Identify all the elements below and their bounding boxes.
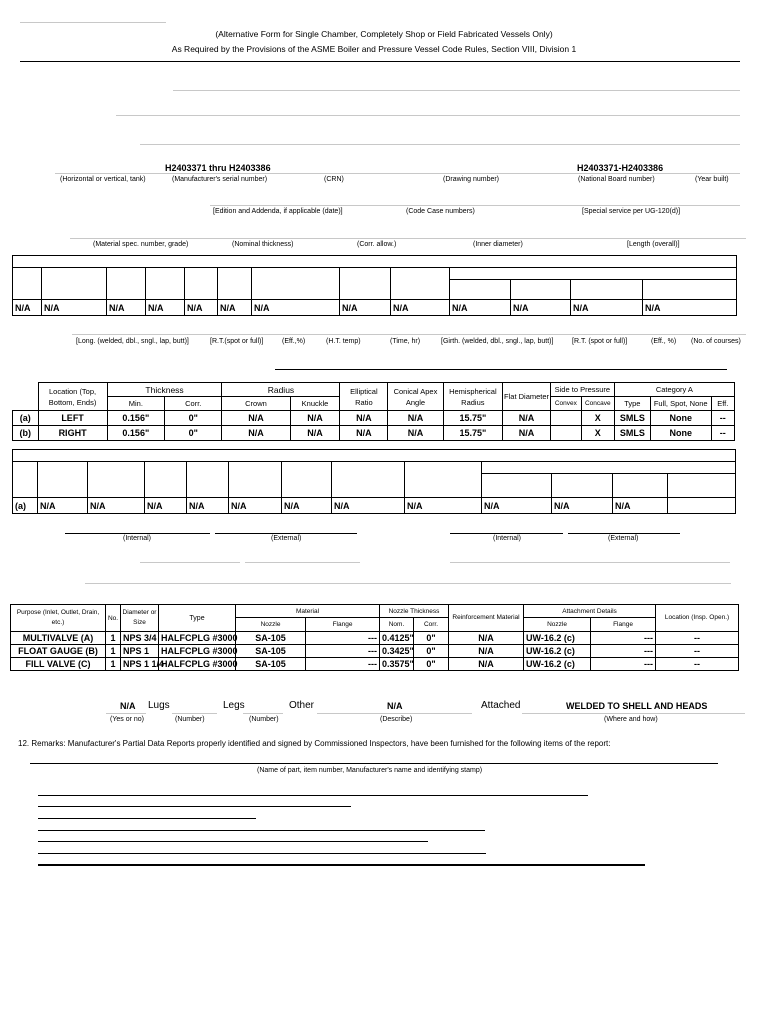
nozzle-no: 1 (106, 632, 121, 645)
shell-values-row (13, 300, 737, 316)
head-convex (550, 426, 581, 441)
jacket-cell: N/A (282, 498, 332, 514)
nozzles-header-location: Location (Insp. Open.) (656, 605, 739, 632)
nozzle-attach-flange: --- (591, 632, 656, 645)
jacket-cell: N/A (552, 498, 613, 514)
nozzle-corr: 0" (414, 645, 449, 658)
heads-header-convex: Convex (550, 397, 581, 411)
heads-header-flat: Flat Diameter (503, 383, 551, 411)
head-concave: X (581, 411, 614, 426)
nozzles-header-nozzle: Nozzle (236, 618, 306, 632)
remarks-text: 12. Remarks: Manufacturer's Partial Data Reports properly identified and signed by Commissioned Inspectors, have been furnished for the following items of the report: (18, 739, 611, 748)
caption-number-2: (Number) (249, 716, 279, 723)
head-type: SMLS (614, 411, 650, 426)
remarks-line-2 (38, 806, 351, 807)
nozzle-reinf: N/A (449, 632, 524, 645)
nozzles-header-att-flange: Flange (591, 618, 656, 632)
head-min-thickness: 0.156" (107, 426, 164, 441)
max-temp-internal-line (450, 533, 563, 534)
seams-rule (275, 369, 727, 370)
nozzle-flange: --- (306, 645, 380, 658)
caption-crn: (CRN) (324, 176, 344, 183)
caption-time: (Time, hr) (390, 338, 421, 345)
heads-header-knuckle: Knuckle (290, 397, 340, 411)
head-location: LEFT (38, 411, 107, 426)
max-temp-external-line (568, 533, 680, 534)
jacket-table (12, 449, 736, 514)
nozzles-header-no: No. (106, 605, 121, 632)
heads-header-radius: Radius (222, 383, 340, 397)
caption-type: (Horizontal or vertical, tank) (60, 176, 146, 183)
nozzle-purpose: FLOAT GAUGE (B) (11, 645, 106, 658)
heads-header-type: Type (614, 397, 650, 411)
head-corr: 0" (165, 411, 222, 426)
heads-row (13, 426, 735, 441)
remarks-line-6 (38, 853, 486, 854)
caption-edition: [Edition and Addenda, if applicable (date)] (213, 208, 343, 215)
remarks-line-1 (38, 795, 588, 796)
remarks-line-5 (38, 841, 428, 842)
nozzle-type: HALFCPLG #3000 (159, 632, 236, 645)
nozzle-size: NPS 1 (121, 645, 159, 658)
caption-yes-no: (Yes or no) (110, 716, 144, 723)
shell-cell: N/A (643, 300, 737, 316)
nozzle-attach: UW-16.2 (c) (524, 632, 591, 645)
heads-header-side: Side to Pressure (550, 383, 614, 397)
shell-cell: N/A (391, 300, 450, 316)
support-line-5 (522, 713, 745, 714)
shell-cell: N/A (42, 300, 107, 316)
nozzle-purpose: FILL VALVE (C) (11, 658, 106, 671)
nozzle-nom: 0.3575" (380, 658, 414, 671)
nozzles-header-type: Type (159, 605, 236, 632)
nozzle-material: SA-105 (236, 645, 306, 658)
nozzle-attach: UW-16.2 (c) (524, 645, 591, 658)
seams-line (72, 334, 746, 335)
caption-thickness: (Nominal thickness) (232, 241, 294, 248)
heads-header-thickness: Thickness (107, 383, 222, 397)
head-flat: N/A (503, 426, 551, 441)
head-crown: N/A (222, 411, 290, 426)
nozzle-row (11, 645, 739, 658)
caption-nb: (National Board number) (578, 176, 655, 183)
heads-header-conical: Conical Apex Angle (388, 383, 443, 411)
nb-number-value: H2403371-H2403386 (577, 163, 664, 173)
caption-number-1: (Number) (175, 716, 205, 723)
attached-label: Attached (481, 700, 521, 711)
head-full: None (650, 411, 711, 426)
nozzle-attach-flange: --- (591, 645, 656, 658)
heads-header-corr: Corr. (165, 397, 222, 411)
caption-drawing: (Drawing number) (443, 176, 500, 183)
jacket-cell: N/A (332, 498, 405, 514)
caption-inner: (Inner diameter) (473, 241, 523, 248)
nozzles-header-flange: Flange (306, 618, 380, 632)
skirt-value: N/A (120, 701, 136, 711)
head-elliptical: N/A (340, 426, 388, 441)
blank-line-1 (173, 90, 740, 91)
caption-material: (Material spec. number, grade) (93, 241, 189, 248)
blank-line-5 (245, 562, 360, 563)
caption-rt: [R.T.(spot or full)] (210, 338, 264, 345)
head-conical: N/A (388, 411, 443, 426)
nozzle-location: -- (656, 632, 739, 645)
jacket-cell: (a) (13, 498, 38, 514)
blank-line-2 (116, 115, 740, 116)
nozzle-type: HALFCPLG #3000 (159, 658, 236, 671)
shell-cell: N/A (218, 300, 252, 316)
nozzle-corr: 0" (414, 658, 449, 671)
head-elliptical: N/A (340, 411, 388, 426)
shell-cell: N/A (340, 300, 391, 316)
caption-external-2: (External) (608, 535, 639, 542)
nozzle-nom: 0.3425" (380, 645, 414, 658)
nozzles-header-purpose: Purpose (Inlet, Outlet, Drain, etc.) (11, 605, 106, 632)
nozzles-header-att-nozzle: Nozzle (524, 618, 591, 632)
head-location: RIGHT (38, 426, 107, 441)
head-flat: N/A (503, 411, 551, 426)
caption-where-how: (Where and how) (604, 716, 658, 723)
caption-external-1: (External) (271, 535, 302, 542)
caption-corr: (Corr. allow.) (357, 241, 397, 248)
caption-serial: (Manufacturer's serial number) (172, 176, 268, 183)
shell-cell: N/A (107, 300, 146, 316)
caption-girth: [Girth. (welded, dbl., sngl., lap, butt)] (441, 338, 554, 345)
mawp-external-line (215, 533, 357, 534)
support-line-4 (317, 713, 472, 714)
caption-internal-2: (Internal) (493, 535, 522, 542)
shell-cell: N/A (146, 300, 185, 316)
nozzles-table (10, 604, 739, 671)
heads-table (12, 382, 735, 441)
remarks-line-4 (38, 830, 485, 831)
nozzle-corr: 0" (414, 632, 449, 645)
heads-header-hemi: Hemispherical Radius (443, 383, 503, 411)
head-min-thickness: 0.156" (107, 411, 164, 426)
other-label: Other (289, 700, 315, 711)
head-hemi: 15.75" (443, 426, 503, 441)
shell-cell: N/A (13, 300, 42, 316)
remarks-line-3 (38, 818, 256, 819)
nozzles-header-thickness: Nozzle Thickness (380, 605, 449, 618)
id-line (55, 173, 740, 174)
jacket-cell: N/A (229, 498, 282, 514)
serial-number-value: H2403371 thru H2403386 (165, 163, 271, 173)
row-id: (a) (13, 411, 39, 426)
heads-header-location: Location (Top, Bottom, Ends) (38, 383, 107, 411)
blank-line-7 (85, 583, 731, 584)
nozzles-header-nom: Nom. (380, 618, 414, 632)
other-value: N/A (387, 701, 403, 711)
nozzle-location: -- (656, 658, 739, 671)
remarks-line-0 (30, 763, 718, 764)
nozzle-flange: --- (306, 632, 380, 645)
head-eff: -- (711, 426, 735, 441)
blank-line-4 (140, 562, 240, 563)
caption-eff2: (Eff., %) (651, 338, 677, 345)
nozzle-flange: --- (306, 658, 380, 671)
jacket-values-row (13, 498, 736, 514)
mawp-internal-line (65, 533, 210, 534)
shell-cell: N/A (185, 300, 218, 316)
caption-rt2: [R.T. (spot or full)] (572, 338, 628, 345)
support-line-2 (172, 713, 217, 714)
form-provisions: As Required by the Provisions of the ASME Boiler and Pressure Vessel Code Rules, Section VIII, Division 1 (171, 44, 577, 54)
heads-header-full: Full, Spot, None (650, 397, 711, 411)
jacket-cell: N/A (405, 498, 482, 514)
nozzle-material: SA-105 (236, 658, 306, 671)
support-line-3 (243, 713, 283, 714)
top-rule (20, 22, 166, 23)
shell-cell: N/A (511, 300, 571, 316)
heads-header-category: Category A (614, 383, 734, 397)
nozzle-size: NPS 1 1/4 (121, 658, 159, 671)
jacket-cell: N/A (38, 498, 88, 514)
caption-courses: (No. of courses) (691, 338, 741, 345)
jacket-cell: N/A (482, 498, 552, 514)
head-concave: X (581, 426, 614, 441)
support-line-1 (106, 713, 146, 714)
blank-line-3 (140, 144, 740, 145)
jacket-cell: N/A (187, 498, 229, 514)
form-subtitle: (Alternative Form for Single Chamber, Completely Shop or Field Fabricated Vessels Only) (215, 29, 553, 39)
nozzle-size: NPS 3/4 (121, 632, 159, 645)
head-type: SMLS (614, 426, 650, 441)
heads-row (13, 411, 735, 426)
shell-cell: N/A (571, 300, 643, 316)
nozzle-material: SA-105 (236, 632, 306, 645)
nozzles-header-corr: Corr. (414, 618, 449, 632)
nozzle-no: 1 (106, 645, 121, 658)
head-hemi: 15.75" (443, 411, 503, 426)
attached-value: WELDED TO SHELL AND HEADS (566, 701, 708, 711)
shell-courses-table (12, 255, 737, 316)
nozzles-header-diam: Diameter or Size (121, 605, 159, 632)
shell-cell: N/A (450, 300, 511, 316)
head-knuckle: N/A (290, 426, 340, 441)
caption-codecase: (Code Case numbers) (406, 208, 475, 215)
heads-header-crown: Crown (222, 397, 290, 411)
head-conical: N/A (388, 426, 443, 441)
jacket-cell: N/A (88, 498, 145, 514)
nozzle-purpose: MULTIVALVE (A) (11, 632, 106, 645)
lugs-label: Lugs (148, 700, 170, 711)
nozzle-location: -- (656, 645, 739, 658)
shell-cell: N/A (252, 300, 340, 316)
heads-header-elliptical: Elliptical Ratio (340, 383, 388, 411)
jacket-cell: N/A (145, 498, 187, 514)
remarks-line-7 (38, 864, 645, 866)
material-line (70, 238, 746, 239)
head-eff: -- (711, 411, 735, 426)
remarks-caption: (Name of part, item number, Manufacturer's name and identifying stamp) (257, 767, 483, 774)
jacket-cell: N/A (613, 498, 668, 514)
heads-header-min: Min. (107, 397, 164, 411)
nozzle-type: HALFCPLG #3000 (159, 645, 236, 658)
nozzle-attach: UW-16.2 (c) (524, 658, 591, 671)
nozzle-no: 1 (106, 658, 121, 671)
head-crown: N/A (222, 426, 290, 441)
head-corr: 0" (165, 426, 222, 441)
nozzles-header-material: Material (236, 605, 380, 618)
nozzles-header-reinforcement: Reinforcement Material (449, 605, 524, 632)
header-rule (20, 61, 740, 62)
caption-length: [Length (overall)] (627, 241, 680, 248)
caption-internal-1: (Internal) (123, 535, 152, 542)
caption-describe: (Describe) (380, 716, 413, 723)
nozzles-header-attachment: Attachment Details (524, 605, 656, 618)
head-full: None (650, 426, 711, 441)
head-convex (550, 411, 581, 426)
caption-ht: (H.T. temp) (326, 338, 361, 345)
nozzle-row (11, 632, 739, 645)
nozzle-reinf: N/A (449, 645, 524, 658)
edition-line (210, 205, 740, 206)
nozzle-attach-flange: --- (591, 658, 656, 671)
caption-special: [Special service per UG-120(d)] (582, 208, 681, 215)
nozzle-row (11, 658, 739, 671)
nozzle-reinf: N/A (449, 658, 524, 671)
caption-eff: (Eff.,%) (282, 338, 306, 345)
heads-header-concave: Concave (581, 397, 614, 411)
row-id: (b) (13, 426, 39, 441)
caption-long-seam: [Long. (welded, dbl., sngl., lap, butt)] (76, 338, 189, 345)
nozzle-nom: 0.4125" (380, 632, 414, 645)
heads-header-eff: Eff. (711, 397, 735, 411)
head-knuckle: N/A (290, 411, 340, 426)
blank-line-6 (450, 562, 730, 563)
legs-label: Legs (223, 700, 245, 711)
caption-year: (Year built) (695, 176, 729, 183)
